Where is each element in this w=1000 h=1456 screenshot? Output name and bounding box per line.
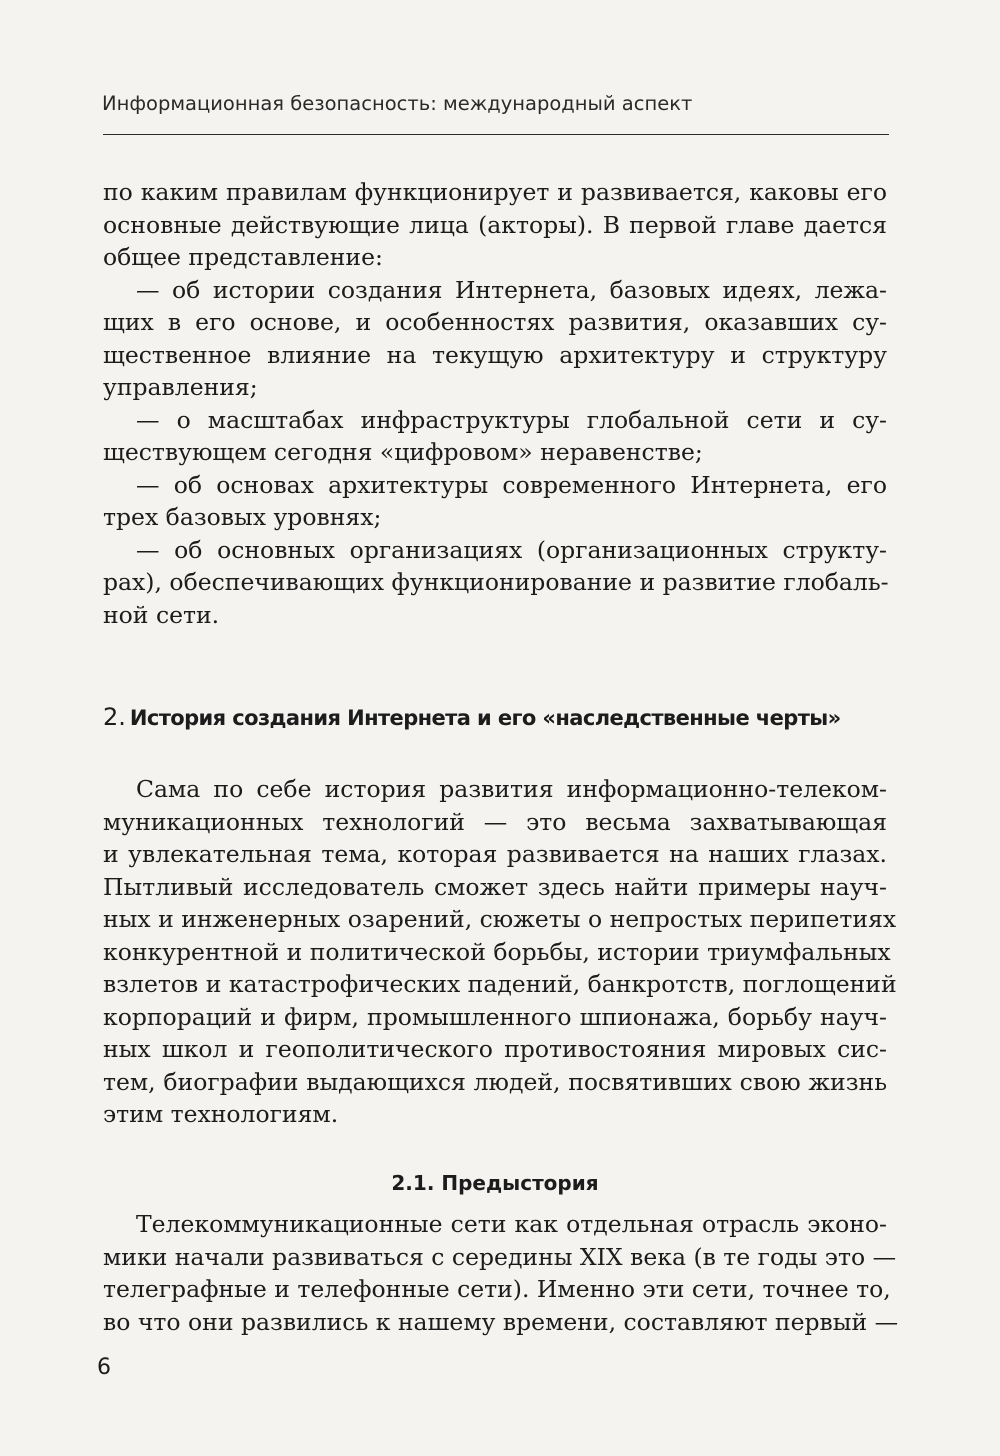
running-header-title: Информационная безопасность: международный аспект [102, 92, 693, 115]
text-line: трех базовых уровнях; [103, 503, 382, 531]
subsection-heading: 2.1. Предыстория [391, 1171, 599, 1195]
text-line: Пытливый исследователь сможет здесь найти примеры науч- [103, 872, 887, 901]
text-line: мики начали развиваться с середины XIX века (в те годы это — [103, 1242, 897, 1271]
text-line: щих в его основе, и особенностях развития, оказавших су- [103, 308, 887, 336]
text-line: ных школ и геополитического противостояния мировых сис- [103, 1035, 887, 1063]
text-line: ной сети. [103, 600, 220, 629]
section-heading [103, 703, 841, 731]
text-line: основные действующие лица (акторы). В первой главе дается [103, 210, 887, 239]
paragraph-history [103, 773, 897, 1131]
text-line: этим технологиям. [103, 1100, 339, 1128]
list-item-line: — об истории создания Интернета, базовых идеях, лежа- [136, 275, 887, 304]
header-divider [103, 134, 889, 135]
text-line: ществующем сегодня «цифровом» неравенстве; [103, 438, 703, 466]
list-item-line: — о масштабах инфраструктуры глобальной сети и су- [136, 405, 887, 434]
text-line: по каким правилам функционирует и развивается, каковы его [103, 178, 887, 206]
list-item-line: — об основах архитектуры современного Интернета, его [136, 470, 887, 499]
text-line: корпораций и фирм, промышленного шпионажа, борьбу науч- [103, 1002, 887, 1031]
list-item-line: — об основных организациях (организационных структу- [136, 535, 887, 564]
text-line: телеграфные и телефонные сети). Именно эти сети, точнее то, [103, 1275, 891, 1303]
text-line: взлетов и катастрофических падений, банкротств, поглощений [103, 970, 897, 998]
page-number: 6 [97, 1355, 111, 1380]
text-line: управления; [103, 373, 258, 401]
text-line: муникационных технологий — это весьма захватывающая [103, 807, 887, 836]
text-line: рах), обеспечивающих функционирование и развитие глобаль- [103, 568, 889, 596]
text-line: Телекоммуникационные сети как отдельная отрасль эконо- [136, 1210, 887, 1238]
section-title: История создания Интернета и его «наследственные черты» [129, 706, 841, 730]
text-line: Сама по себе история развития информационно-телеком- [136, 775, 887, 803]
text-line: ных и инженерных озарений, сюжеты о непростых перипетиях [103, 905, 897, 933]
text-line: и увлекательная тема, которая развивается на наших глазах. [103, 840, 887, 868]
paragraph-prehistory [103, 1208, 899, 1338]
text-line: конкурентной и политической борьбы, истории триумфальных [103, 937, 891, 966]
section-number: 2. [103, 703, 126, 731]
text-line: тем, биографии выдающихся людей, посвятивших свою жизнь [103, 1067, 887, 1096]
text-line: общее представление: [103, 243, 383, 271]
paragraph-intro [103, 176, 887, 631]
text-line: щественное влияние на текущую архитектуру и структуру [103, 340, 887, 369]
text-line: во что они развились к нашему времени, составляют первый — [103, 1307, 899, 1336]
